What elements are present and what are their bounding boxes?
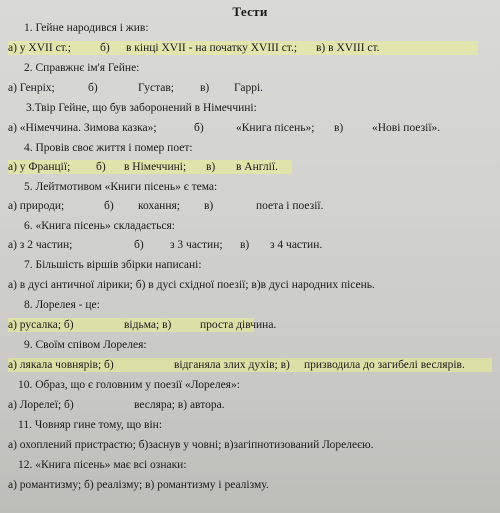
answer-2c-label: в) — [200, 82, 210, 94]
answer-3b-label: б) — [194, 122, 204, 134]
answer-5a: а) природи; — [8, 200, 65, 212]
answers-5 — [8, 199, 478, 213]
answer-2b: Густав; — [138, 82, 174, 94]
answer-3c: «Нові поезії». — [372, 122, 441, 134]
answer-6b-label: б) — [134, 239, 144, 251]
answer-1b-label: б) — [100, 42, 110, 54]
answer-4c-label: в) — [206, 161, 216, 173]
answer-6c: з 4 частин. — [270, 239, 323, 251]
answer-4b-label: б) — [96, 161, 106, 173]
answer-6b: з 3 частин; — [170, 239, 223, 251]
question-5: 5. Лейтмотивом «Книги пісень» є тема: — [24, 181, 218, 193]
answers-4 — [8, 160, 292, 174]
answers-9 — [8, 358, 492, 372]
answer-6c-label: в) — [240, 239, 250, 251]
answers-2 — [8, 81, 478, 95]
answer-4c: в Англії. — [236, 161, 278, 173]
answer-8c: проста дівчина. — [200, 319, 277, 331]
answer-11: а) охоплений пристрастю; б)заснув у човні; в)загіпнотизований Лорелеєю. — [8, 439, 374, 451]
answer-5b-label: б) — [104, 200, 114, 212]
answer-6a: а) з 2 частин; — [8, 239, 73, 251]
answer-8a: а) русалка; б) — [8, 319, 74, 331]
answer-12: а) романтизму; б) реалізму; в) романтизму і реалізму. — [8, 479, 269, 491]
question-2: 2. Справжнє ім'я Гейне: — [24, 62, 140, 74]
answer-4b: в Німеччині; — [124, 161, 187, 173]
question-8: 8. Лорелея - це: — [24, 299, 100, 311]
answers-3 — [8, 121, 488, 135]
question-6: 6. «Книга пісень» складається: — [24, 220, 175, 232]
question-10: 10. Образ, що є головним у поезії «Лорелея»: — [18, 379, 240, 391]
answer-1c: в) в XVIII ст. — [316, 42, 380, 54]
answer-9c: призводила до загибелі веслярів. — [304, 359, 465, 371]
question-9: 9. Своїм співом Лорелея: — [24, 339, 147, 351]
answer-10b: весляра; в) автора. — [134, 399, 225, 411]
question-11: 11. Човняр гине тому, що він: — [18, 419, 163, 431]
answer-4a: а) у Франції; — [8, 161, 71, 173]
answers-8 — [8, 318, 277, 332]
answers-10 — [8, 398, 308, 412]
answer-3c-label: в) — [334, 122, 344, 134]
answer-2c: Гаррі. — [234, 82, 264, 94]
answer-9b: відганяла злих духів; в) — [174, 359, 290, 371]
answers-1 — [8, 41, 478, 55]
answer-5b: кохання; — [138, 200, 180, 212]
answer-5c: поета і поезії. — [256, 200, 324, 212]
answers-11 — [8, 438, 492, 452]
answer-10a: а) Лорелеї; б) — [8, 399, 74, 411]
answer-2b-label: б) — [88, 82, 98, 94]
question-1: 1. Гейне народився і жив: — [24, 22, 149, 34]
answer-7: а) в дусі античної лірики; б) в дусі східної поезії; в)в дусі народних пісень. — [8, 279, 375, 291]
answers-6 — [8, 238, 478, 252]
answer-1a: а) у XVII ст.; — [8, 42, 71, 54]
answer-2a: а) Генріх; — [8, 82, 55, 94]
answer-3b: «Книга пісень»; — [236, 122, 315, 134]
answer-9a: а) лякала човнярів; б) — [8, 359, 114, 371]
page-title: Тести — [232, 4, 268, 19]
answer-1b: в кінці XVII - на початку XVIII ст.; — [126, 42, 298, 54]
answer-5c-label: в) — [204, 200, 214, 212]
question-12: 12. «Книга пісень» має всі ознаки: — [18, 459, 187, 471]
answer-8b: відьма; в) — [124, 319, 172, 331]
question-4: 4. Провів своє життя і помер поет: — [24, 142, 193, 154]
answer-3a: а) «Німеччина. Зимова казка»; — [8, 122, 157, 134]
answers-7 — [8, 278, 488, 292]
question-7: 7. Більшість віршів збірки написані: — [24, 259, 202, 271]
question-3: 3.Твір Гейне, що був заборонений в Німеччині: — [26, 102, 257, 114]
answers-12 — [8, 478, 488, 492]
